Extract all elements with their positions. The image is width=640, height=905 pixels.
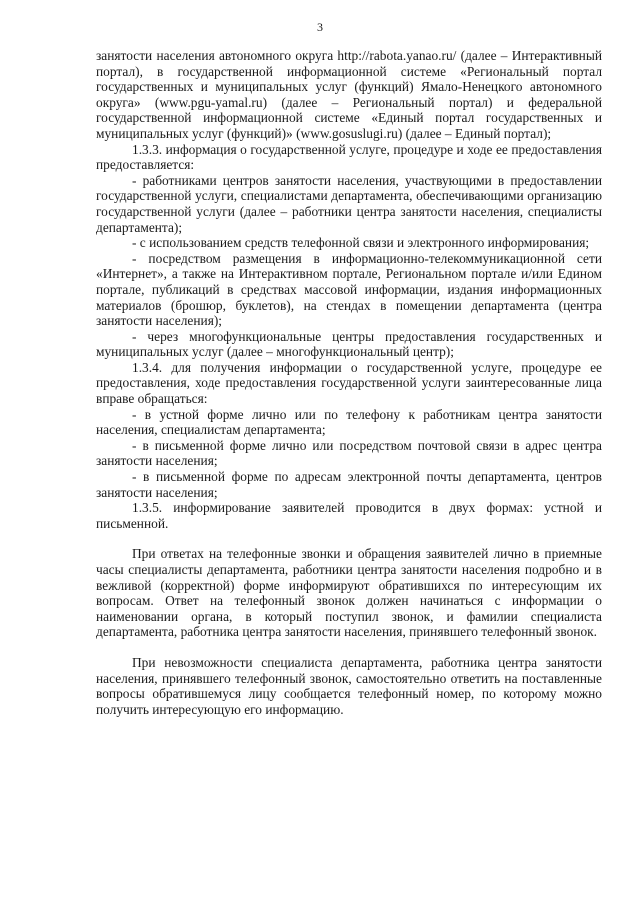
list-item-written-mail: - в письменной форме лично или посредством почтовой связи в адрес центра занятости населения; [96, 437, 602, 469]
document-body [96, 48, 602, 717]
list-item-mfc: - через многофункциональные центры предоставления государственных и муниципальных услуг (далее – многофункциональный центр); [96, 328, 602, 360]
paragraph-redirect-number: При невозможности специалиста департамента, работника центра занятости населения, принявшего телефонный звонок, самостоятельно ответить на поставленные вопросы обратившемуся лицу сообщается телефонный номер, по которому можно получить интересующую его информацию. [96, 654, 602, 717]
paragraph-portals-continuation: занятости населения автономного округа http://rabota.yanao.ru/ (далее – Интерактивный портал), в государственной информационной системе «Региональный портал государственных и муниципальных услуг (функций) Ямало-Ненецкого автономного округа» (www.pgu-yamal.ru) (далее – Региональный портал) и федеральной государственной информационной системе «Единый портал государственных и муниципальных услуг (функций)» (www.gosuslugi.ru) (далее – Единый портал); [96, 48, 602, 141]
paragraph-1-3-3: 1.3.3. информация о государственной услуге, процедуре и ходе ее предоставления предоставляется: [96, 141, 602, 173]
page-number: 3 [317, 20, 323, 34]
list-item-phone-electronic: - с использованием средств телефонной связи и электронного информирования; [132, 235, 590, 251]
list-item-internet-placement: - посредством размещения в информационно-телекоммуникационной сети «Интернет», а также на Интерактивном портале, Региональном портале и/или Едином портале, публикаций в средствах массовой информации, издания информационных материалов (брошюр, буклетов), на стендах в помещении департамента (центра занятости населения); [96, 250, 602, 329]
list-item-written-email: - в письменной форме по адресам электронной почты департамента, центров занятости населения; [96, 469, 602, 500]
list-item-oral-form: - в устной форме лично или по телефону к работникам центра занятости населения, специалистам департамента; [96, 406, 602, 438]
paragraph-1-3-4: 1.3.4. для получения информации о государственной услуге, процедуре ее предоставления, ходе предоставления государственной услуги заинтересованные лица вправе обращаться: [96, 359, 602, 407]
list-item-center-workers: - работниками центров занятости населения, участвующими в предоставлении государственной услуги, специалистами департамента, обеспечивающими организацию государственной услуги (далее – работники центра занятости населения, специалисты департамента); [96, 172, 602, 235]
paragraph-1-3-5: 1.3.5. информирование заявителей проводится в двух формах: устной и письменной. [96, 500, 602, 531]
paragraph-phone-answers: При ответах на телефонные звонки и обращения заявителей лично в приемные часы специалисты департамента, работники центра занятости населения подробно и в вежливой (корректной) форме информируют обратившихся по интересующим их вопросам. Ответ на телефонный звонок должен начинаться с информации о наименовании органа, в который поступил звонок, и фамилии специалиста департамента, работника центра занятости населения, принявшего телефонный звонок. [96, 546, 602, 640]
